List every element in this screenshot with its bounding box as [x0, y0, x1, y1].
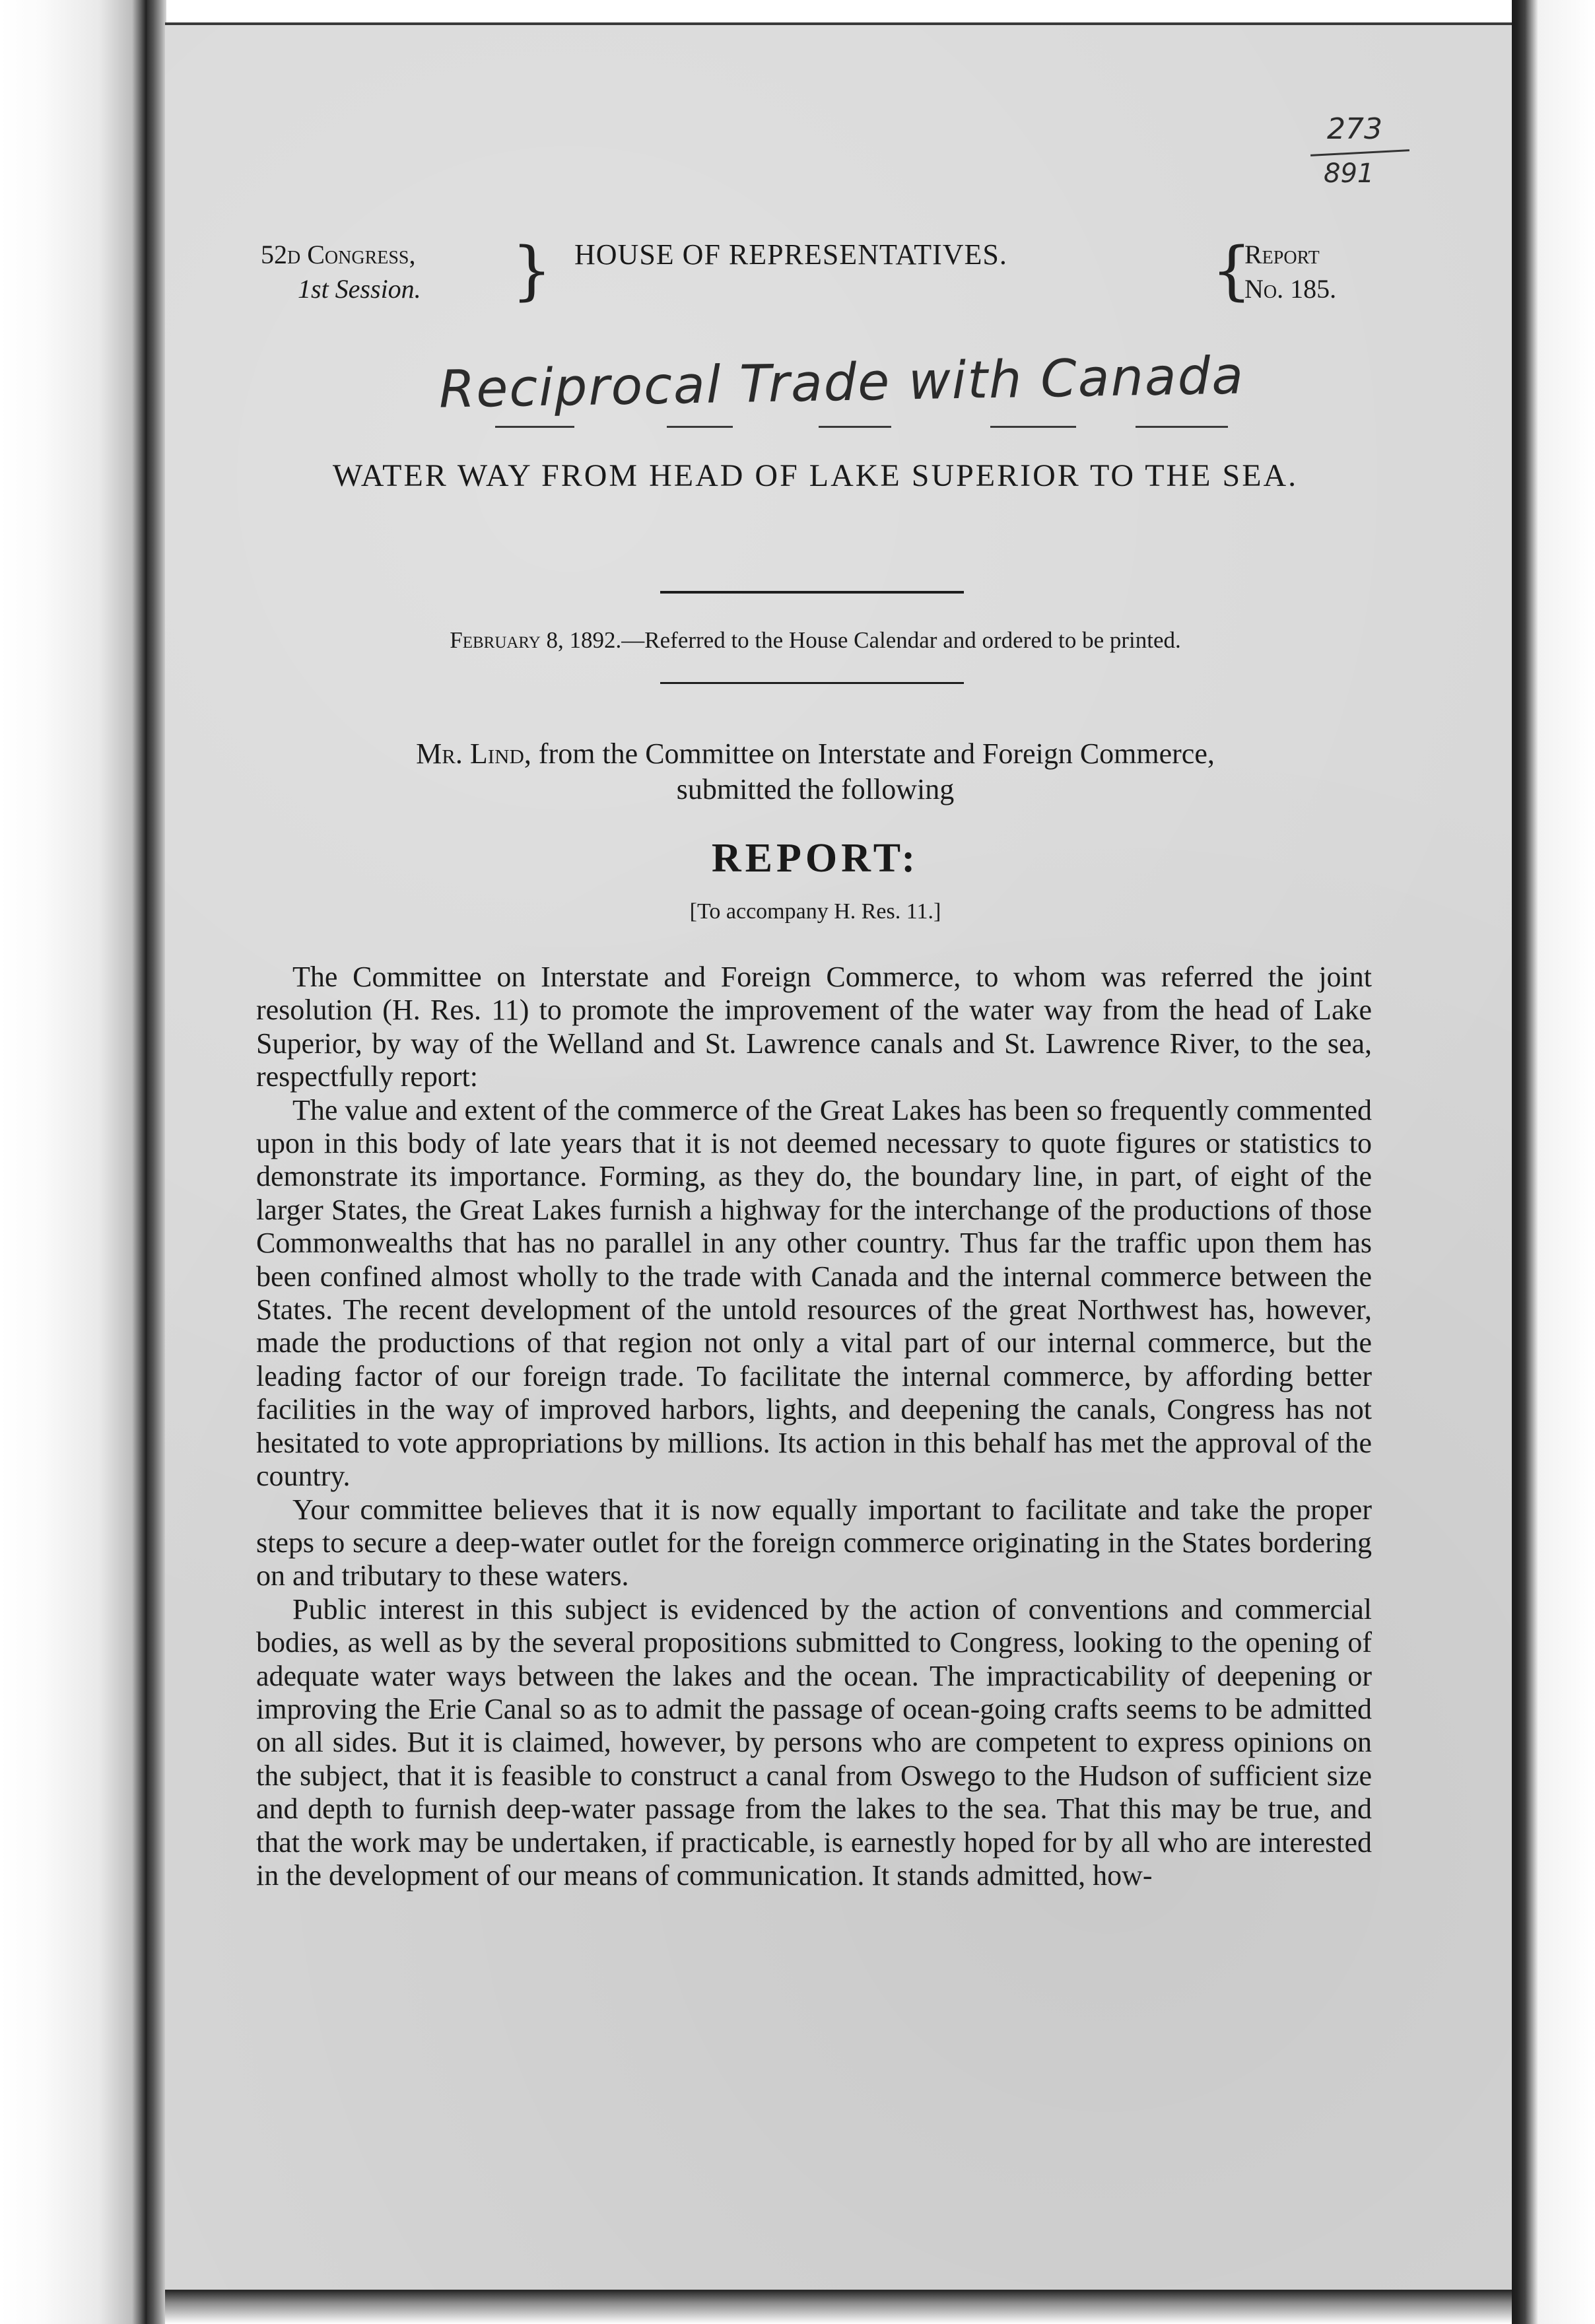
paragraph: The value and extent of the commerce of the Great Lakes has been so frequently commented upon in this body of late years that it is not deemed necessary to quote figures or statistics to demonstrate its importance. Forming, as they do, the boundary line, in part, of eight of the larger States, the Great Lakes furnish a highway for the interchange of the productions of those Commonwealths that has no parallel in any other country. Thus far the traffic upon them has been confined almost wholly to the trade with Canada and the internal commerce between the States. The recent development of the untold resources of the great Northwest has, however, made the productions of that region not only a vital part of our internal commerce, but the leading factor of our foreign trade. To facilitate the internal commerce, by affording better facilities in the way of improved harbors, lights, and deepening the canals, Congress has not hesitated to vote appropriations by millions. Its action in this behalf has met the approval of the country. [256, 1093, 1372, 1493]
date-line [254, 627, 1376, 654]
congress-session [261, 238, 421, 306]
scan-bottom-margin [165, 2291, 1512, 2324]
date: February 8, 1892. [450, 627, 622, 653]
submitted-line-2: submitted the following [676, 773, 955, 805]
page-left-edge [147, 0, 166, 2324]
left-brace: } [512, 234, 553, 308]
document-title: WATER WAY FROM HEAD OF LAKE SUPERIOR TO THE SEA. [332, 458, 1299, 493]
session-label: 1st Session. [298, 274, 421, 304]
scan-right-margin [1512, 0, 1595, 2324]
handwritten-underline [819, 426, 891, 428]
paragraph: Public interest in this subject is evidenced by the action of conventions and commercial bodies, as well as by the several propositions submitted to Congress, looking to the opening of adequate water ways between the lakes and the ocean. The impracticability of deepening or improving the Erie Canal so as to admit the passage of ocean-going crafts seems to be admitted on all sides. But it is claimed, however, by persons who are competent to express opinions on the subject, that it is feasible to construct a canal from Oswego to the Hudson of sufficient size and depth to furnish deep-water passage from the lakes to the sea. That this may be true, and that the work may be undertaken, if practicable, is earnestly hoped for by all who are interested in the development of our means of communication. It stands admitted, how- [256, 1592, 1372, 1892]
accompany-line: [To accompany H. Res. 11.] [689, 899, 941, 924]
report-label: Report [1244, 240, 1320, 269]
house-label: HOUSE OF REPRESENTATIVES. [574, 238, 1007, 271]
scan-left-margin [0, 0, 147, 2324]
handwritten-number-top: 273 [1327, 112, 1382, 146]
handwritten-underline [1136, 426, 1228, 428]
report-body [256, 961, 1372, 1892]
report-heading: REPORT: [711, 836, 920, 881]
handwritten-underline [495, 426, 574, 428]
report-number: No. 185. [1244, 274, 1337, 304]
date-rule [660, 682, 964, 684]
submitted-block [254, 736, 1376, 807]
handwritten-title: Reciprocal Trade with Canada [438, 346, 1245, 420]
paragraph: The Committee on Interstate and Foreign Commerce, to whom was referred the joint resolution (H. Res. 11) to promote the improvement of the water way from the head of Lake Superior, by way of the Welland and St. Lawrence canals and St. Lawrence River, to the sea, respectfully report: [256, 961, 1372, 1093]
report-number-block [1244, 238, 1336, 306]
handwritten-underline [667, 426, 733, 428]
title-rule [660, 591, 964, 594]
congress-label: 52d Congress, [261, 240, 416, 269]
handwritten-number-bottom: 891 [1324, 158, 1374, 189]
right-brace: { [1211, 234, 1252, 308]
member-name: Mr. Lind [416, 737, 524, 770]
handwritten-underline [990, 426, 1076, 428]
paragraph: Your committee believes that it is now equally important to facilitate and take the proper steps to secure a deep-water outlet for the foreign commerce originating in the States bordering on and tributary to these waters. [256, 1493, 1372, 1592]
submitted-line-1 [254, 736, 1376, 772]
document-header [261, 234, 1376, 310]
submitted-line-1-rest: , from the Committee on Interstate and Foreign Commerce, [524, 737, 1215, 770]
date-line-text: —Referred to the House Calendar and ordered to be printed. [621, 627, 1181, 653]
